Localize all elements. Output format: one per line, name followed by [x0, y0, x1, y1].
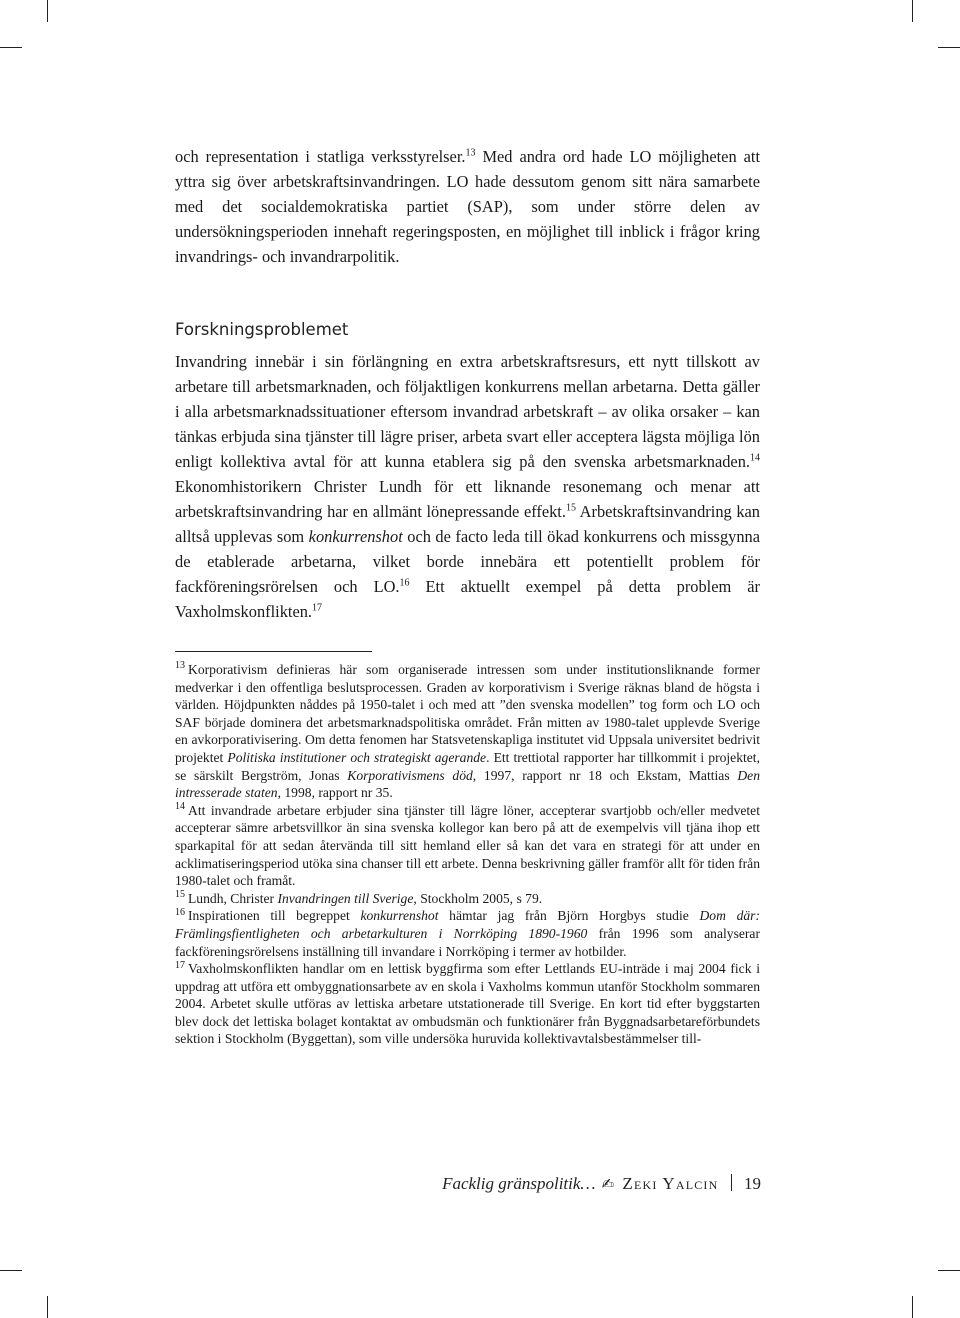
section-heading: Forskningsproblemet	[175, 320, 349, 339]
crop-mark	[938, 47, 960, 48]
footnote-number: 14	[175, 801, 185, 813]
italic-text: Dom där: Främlingsfientligheten och arbetarkulturen i Norrköping 1890-1960	[175, 908, 760, 941]
footnote-number: 13	[175, 660, 185, 672]
italic-text: Invandringen till Sverige	[277, 890, 414, 906]
text-run: Att invandrade arbetare erbjuder sina tjänster till lägre löner, accepterar svartjobb och/eller medvetet accepterar sämre arbetsvillkor än sina svenska kollegor kan bero på att de exempelvis vill tjäna ihop ett sparkapital för att sedan återvända till sitt hemland eller så kan det vara en strategi för att under en acklimatiseringsperiod utöka sina chanser till ett arbete. Denna beskrivning gäller framför allt för tiden från 1980-talet och framåt.	[175, 802, 760, 889]
page-content	[175, 144, 760, 1048]
footnote	[175, 890, 760, 908]
crop-mark	[47, 0, 48, 22]
footnote-text	[175, 908, 760, 958]
text-run: och representation i statliga verksstyrelser.	[175, 147, 466, 166]
footnote-ref: 14	[750, 452, 760, 464]
italic-text: Politiska institutioner och strategiskt agerande	[227, 749, 487, 765]
text-run: Ekonomhistorikern Christer Lundh för ett liknande resonemang och menar att arbetskraftsinvandring har en allmänt lönepressande effekt.	[175, 477, 760, 521]
footnote-number: 15	[175, 889, 185, 901]
footnote-text	[175, 662, 760, 800]
text-run: från 1996 som analyserar fackföreningsrörelsens inställning till invandare i Norrköping i termer av hotbilder.	[175, 925, 760, 959]
text-run: , 1997, rapport nr 18 och Ekstam, Mattias	[472, 767, 738, 783]
running-title: Facklig gränspolitik…	[442, 1174, 596, 1193]
pen-icon: ✍	[601, 1175, 615, 1193]
footnote-number: 16	[175, 906, 185, 918]
footnote-text	[188, 891, 542, 906]
italic-text: Den intresserade staten	[175, 767, 760, 801]
footnote	[175, 960, 760, 1048]
footnote-number: 17	[175, 959, 185, 971]
text-run: Med andra ord hade LO möjligheten att yttra sig över arbetskraftsinvandringen. LO hade dessutom genom sitt nära samarbete med det socialdemokratiska partiet (SAP), som under större delen av undersökningsperioden innehaft regeringsposten, en möjlighet till inblick i frågor kring invandrings- och invandrarpolitik.	[175, 147, 760, 266]
footer-divider	[731, 1174, 733, 1191]
italic-text: Korporativismens död	[347, 767, 473, 783]
text-run: , 1998, rapport nr 35.	[277, 785, 393, 801]
footnote-text	[175, 961, 760, 1046]
page-footer	[442, 1174, 761, 1194]
footnote	[175, 661, 760, 802]
footnote-ref: 16	[399, 577, 410, 589]
text-run: Korporativism definieras här som organiserade intressen som under institutionsliknande former medverkar i den offentliga beslutsprocessen. Graden av korporativism i Sverige räknas bland de högsta i världen. Höjdpunkten nåddes på 1950-talet i och med att ”den svenska modellen” tog form och LO och SAF började dominera det arbetsmarknadspolitiska området. Från mitten av 1980-talet upplevde Sverige en avkorporativisering. Om detta fenomen har Statsvetenskapliga institutet vid Uppsala universitet bedrivit projektet	[175, 662, 760, 765]
text-run: Inspirationen till begreppet	[188, 908, 361, 924]
text-run: , Stockholm 2005, s 79.	[413, 890, 543, 906]
text-run: Ett aktuellt exempel på detta problem är Vaxholmskonflikten.	[175, 577, 760, 621]
text-run: Lundh, Christer	[188, 890, 278, 906]
text-run: . Ett trettiotal rapporter har tillkommit i projektet, se särskilt Bergström, Jonas	[175, 749, 760, 783]
text-run: Vaxholmskonflikten handlar om en lettisk byggfirma som efter Lettlands EU-inträde i maj 2004 fick i uppdrag att utföra ett ombyggnationsarbete av en skola i Vaxholms kommun utanför Stockholm sommaren 2004. Arbetet skulle utföras av lettiska arbetare utstationerade till Sverige. En kort tid efter byggstarten blev dock det lettiska bolaget kontaktat av ombudsmän och funktionärer från Byggnadsarbetareförbundets sektion i Stockholm (Byggettan), som ville undersöka huruvida kollektivavtalsbestämmelser till-	[175, 961, 760, 1047]
italic-text: konkurrenshot	[308, 527, 403, 546]
text-run: Arbetskraftsinvandring kan alltså upplevas som	[175, 502, 760, 546]
footnote-ref: 13	[465, 147, 476, 159]
crop-mark	[0, 47, 22, 48]
page-number: 19	[744, 1174, 761, 1193]
crop-mark	[938, 1270, 960, 1271]
text-run: Invandring innebär i sin förlängning en extra arbetskraftsresurs, ett nytt tillskott av arbetare till arbetsmarknaden, och följaktligen konkurrens mellan arbetarna. Detta gäller i alla arbetsmarknadssituationer eftersom invandrad arbetskraft – av olika orsaker – kan tänkas erbjuda sina tjänster till lägre priser, arbeta svart eller acceptera lägsta möjliga lön enligt kollektiva avtal för att kunna etablera sig på den svenska arbetsmarknaden.	[175, 352, 760, 471]
footnote-text	[175, 803, 760, 888]
body-paragraph	[175, 349, 760, 624]
footnote	[175, 907, 760, 960]
footnote-rule	[175, 651, 372, 652]
text-run: hämtar jag från Björn Horgbys studie	[438, 908, 700, 924]
crop-mark	[912, 1296, 913, 1318]
footnotes	[175, 661, 760, 1048]
footnote-ref: 15	[565, 502, 576, 514]
author-name: Zeki Yalcin	[622, 1174, 719, 1193]
footnote	[175, 802, 760, 890]
italic-text: konkurrenshot	[360, 908, 439, 924]
crop-mark	[912, 0, 913, 22]
text-run: och de facto leda till ökad konkurrens och missgynna de etablerade arbetarna, vilket borde innebära ett potentiellt problem för fackföreningsrörelsen och LO.	[175, 527, 760, 596]
crop-mark	[0, 1270, 22, 1271]
crop-mark	[47, 1296, 48, 1318]
footnote-ref: 17	[312, 602, 323, 614]
intro-paragraph	[175, 144, 760, 269]
